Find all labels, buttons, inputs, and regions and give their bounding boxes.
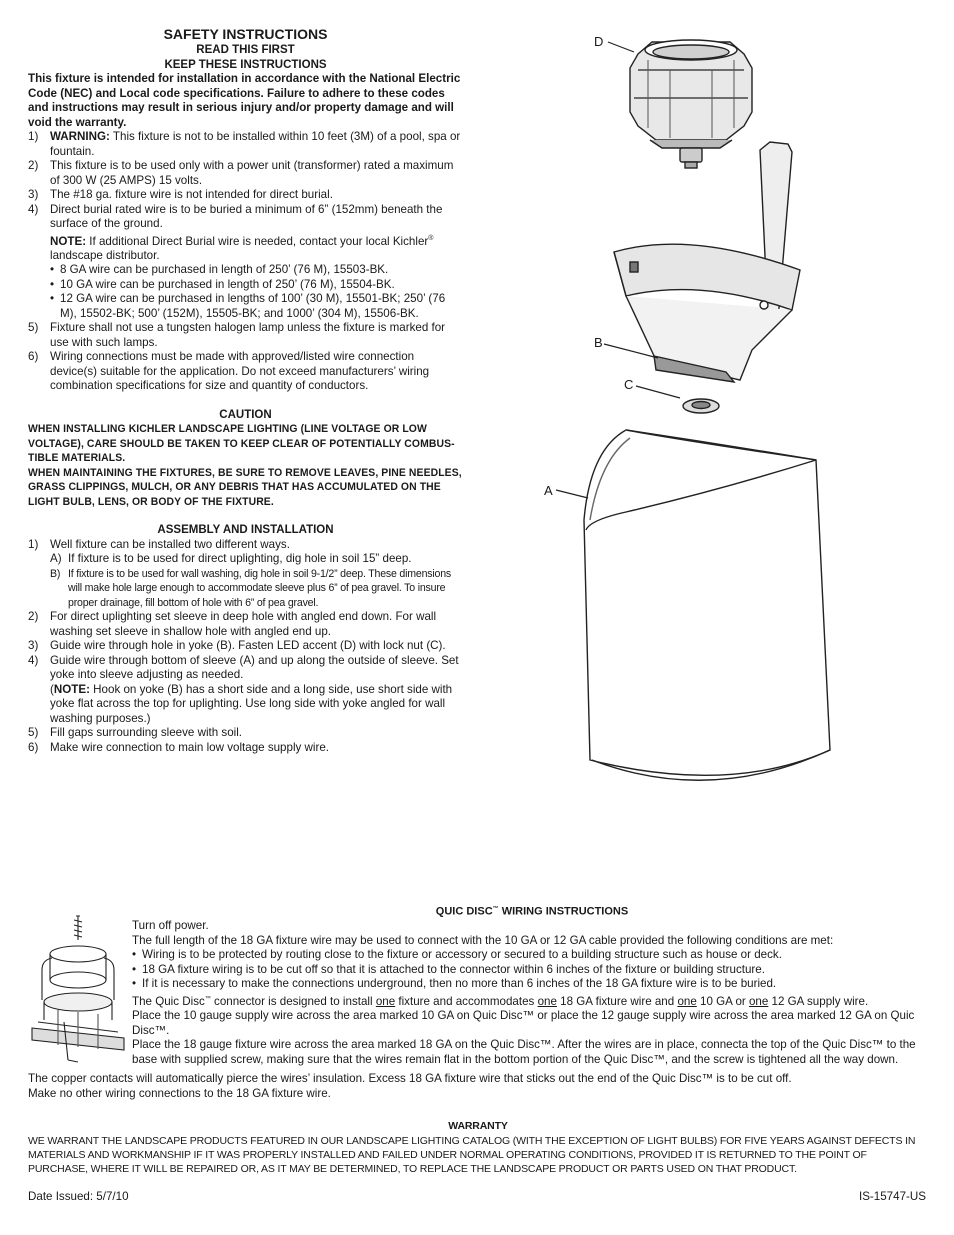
text: connector is designed to install	[210, 994, 376, 1008]
item-text: This fixture is to be used only with a power unit (transformer) rated a maximum of 300 W (25 AMPS) 15 volts.	[50, 159, 454, 187]
exploded-diagram	[530, 20, 930, 800]
assembly-step-4	[28, 654, 463, 683]
step-text: Make wire connection to main low voltage supply wire.	[50, 740, 330, 754]
fixture-illustration	[530, 20, 930, 800]
label-a: A	[544, 483, 553, 498]
step-text: Guide wire through hole in yoke (B). Fasten LED accent (D) with lock nut (C).	[50, 639, 446, 653]
registered-mark: ®	[428, 234, 434, 242]
assembly-step-2	[28, 610, 463, 639]
underlined-one: one	[375, 994, 396, 1008]
bullet: •	[50, 277, 55, 291]
quic-paragraph-2: Place the 10 gauge supply wire across the area marked 10 GA on Quic Disc™ or place the 12 gauge supply wire across the area marked 12 GA on Quic Disc™.	[132, 1009, 915, 1037]
wire-bullet-1	[28, 263, 463, 278]
sub-letter: B)	[50, 567, 61, 580]
safety-item-3	[28, 188, 463, 203]
safety-item-2	[28, 159, 463, 188]
assembly-title: ASSEMBLY AND INSTALLATION	[157, 524, 334, 537]
bullet-text: 18 GA fixture wiring is to be cut off so that it is attached to the connector within 6 inches of the fixture or building structure.	[142, 962, 765, 976]
quic-paragraph-5: Make no other wiring connections to the 18 GA fixture wire.	[28, 1086, 331, 1100]
safety-item-6	[28, 350, 463, 394]
read-first-heading: READ THIS FIRST	[196, 44, 295, 56]
assembly-step-1	[28, 538, 463, 553]
bullet-text: 10 GA wire can be purchased in length of 250’ (76 M), 15504-BK.	[60, 277, 395, 291]
safety-intro: This fixture is intended for installation in accordance with the National Electric Code (NEC) and Local code specifications. Failure to adhere to these codes and instructions may result in serious injury and/or property damage and will void the warranty.	[28, 72, 461, 129]
yoke-part	[614, 142, 800, 382]
warranty-text: WE WARRANT THE LANDSCAPE PRODUCTS FEATURED IN OUR LANDSCAPE LIGHTING CATALOG (WITH THE EXCEPTION OF LIGHT BULBS) FOR FIVE YEARS AGAINST DEFECTS IN MATERIALS AND WORKMANSHIP IF IT WAS PROPERLY INSTALLED AND FAILED UNDER NORMAL OPERATING CONDITIONS, PROVIDED IT IS RETURNED TO THE POINT OF PURCHASE, WHERE IT WILL BE REPAIRED OR, AS IT MAY BE DETERMINED, TO REPLACE THE LANDSCAPE PRODUCT OR PARTS USED ON THAT PRODUCT.	[28, 1134, 916, 1175]
caution-paragraph-1: WHEN INSTALLING KICHLER LANDSCAPE LIGHTING (LINE VOLTAGE OR LOW VOLTAGE), CARE SHOULD BE TAKEN TO KEEP CLEAR OF POTENTIALLY COMBUS-TIBLE MATERIALS.	[28, 423, 455, 465]
quic-paragraph-1	[132, 992, 932, 1009]
burial-note	[28, 232, 463, 264]
item-number: 6)	[28, 350, 39, 364]
quic-disc-text	[132, 902, 932, 1067]
text: The Quic Disc	[132, 994, 205, 1008]
quic-disc-illustration	[28, 910, 128, 1070]
text: fixture and accommodates	[395, 994, 538, 1008]
step-text: For direct uplighting set sleeve in deep hole with angled end down. For wall washing set sleeve in shallow hole with angled end up.	[50, 610, 437, 638]
text: 18 GA fixture wire and	[556, 994, 678, 1008]
step-number: 2)	[28, 610, 39, 624]
label-c: C	[624, 377, 634, 392]
text: 12 GA supply wire.	[768, 994, 869, 1008]
safety-title: SAFETY INSTRUCTIONS	[163, 26, 328, 42]
document-code: IS-15747-US	[858, 1190, 926, 1203]
assembly-step-1a	[28, 552, 463, 567]
item-text: Direct burial rated wire is to be buried a minimum of 6” (152mm) beneath the surface of the ground.	[50, 202, 443, 230]
caution-title: CAUTION	[219, 408, 272, 421]
warning-label: WARNING:	[50, 130, 110, 143]
underlined-one: one	[537, 994, 557, 1008]
bullet: •	[50, 263, 55, 277]
underlined-one: one	[677, 994, 697, 1008]
warranty-section	[28, 1119, 928, 1176]
quic-bullet-1	[132, 948, 932, 963]
bullet-text: 12 GA wire can be purchased in lengths of 100’ (30 M), 15501-BK; 250’ (76 M), 15502-BK; 500’ (152M), 15505-BK; and 1000’ (304 M), 15506-BK.	[60, 292, 446, 320]
item-number: 2)	[28, 159, 39, 172]
item-number: 1)	[28, 130, 39, 143]
bullet: •	[132, 977, 137, 991]
text: 10 GA or	[696, 994, 749, 1008]
date-issued: Date Issued: 5/7/10	[28, 1190, 129, 1203]
item-text: The #18 ga. fixture wire is not intended for direct burial.	[50, 188, 333, 201]
note-label: NOTE:	[53, 682, 90, 696]
wire-bullet-3	[28, 292, 463, 321]
step-text: Well fixture can be installed two different ways.	[50, 537, 290, 551]
quic-line-2: The full length of the 18 GA fixture wire may be used to connect with the 10 GA or 12 GA cable provided the following conditions are met:	[132, 933, 834, 947]
sub-text: If fixture is to be used for wall washing, dig hole in soil 9-1/2” deep. These dimensions will make hole large enough to accommodate sleeve plus 6” of pea gravel. To insure proper drainage, fill bottom of hole with 6” of pea gravel.	[68, 567, 452, 609]
quic-line-1: Turn off power.	[132, 919, 209, 933]
wire-bullet-2	[28, 278, 463, 293]
safety-item-4	[28, 203, 463, 232]
label-d: D	[594, 34, 604, 49]
quic-paragraph-3: Place the 18 gauge fixture wire across the area marked 18 GA on the Quic Disc™. After the wires are in place, connecta the top of the Quic Disc™ to the base with supplied screw, making sure that the wires remain flat in the bottom portion of the Quic Disc™, and the screw is tightened all the way down.	[132, 1038, 916, 1066]
safety-item-1	[28, 130, 463, 159]
item-number: 4)	[28, 202, 39, 216]
underlined-one: one	[748, 994, 769, 1008]
step-text: Guide wire through bottom of sleeve (A) and up along the outside of sleeve. Set yoke into sleeve adjusting as needed.	[50, 653, 459, 682]
item-text: Wiring connections must be made with approved/listed wire connection device(s) suitable for the application. Do not exceed manufacturers’ wiring combination specifications for size and quantity of conductors.	[50, 350, 430, 393]
trademark: ™	[492, 906, 499, 912]
bullet: •	[132, 948, 137, 962]
step-number: 4)	[28, 653, 39, 667]
note-label: NOTE:	[50, 234, 87, 248]
assembly-step-4-note	[28, 683, 463, 727]
assembly-step-3	[28, 639, 463, 654]
safety-item-5	[28, 321, 463, 350]
label-b: B	[594, 335, 603, 350]
sleeve-part	[584, 430, 830, 780]
trademark: ™	[204, 995, 211, 1002]
quic-bullet-3	[132, 977, 932, 992]
item-text: This fixture is not to be installed within 10 feet (3M) of a pool, spa or fountain.	[50, 130, 461, 158]
lock-nut-part	[683, 399, 719, 413]
assembly-step-5	[28, 726, 463, 741]
quic-paragraph-4: The copper contacts will automatically pierce the wires’ insulation. Excess 18 GA fixture wire that sticks out the end of the Quic Disc™ is to be cut off.	[28, 1072, 792, 1085]
quic-title-text-2: WIRING INSTRUCTIONS	[498, 905, 629, 918]
warranty-title: WARRANTY	[448, 1120, 508, 1132]
item-number: 5)	[28, 321, 39, 335]
step-number: 3)	[28, 639, 39, 653]
sub-text: If fixture is to be used for direct uplighting, dig hole in soil 15” deep.	[68, 552, 412, 566]
step-number: 5)	[28, 726, 39, 740]
sub-letter: A)	[50, 552, 62, 566]
step-text: Fill gaps surrounding sleeve with soil.	[50, 726, 243, 740]
quic-disc-title	[132, 902, 932, 919]
bullet-text: If it is necessary to make the connections underground, then no more than 6 inches of the 18 GA fixture wire is to be buried.	[142, 977, 777, 991]
note-text: Hook on yoke (B) has a short side and a long side, use short side with yoke flat across the top for uplighting. Use long side with yoke angled for wall washing purposes.)	[50, 682, 453, 725]
quic-title-text: QUIC DISC	[435, 905, 493, 918]
item-text: Fixture shall not use a tungsten halogen lamp unless the fixture is marked for use with such lamps.	[50, 321, 446, 349]
assembly-step-1b	[28, 567, 463, 611]
bullet: •	[50, 292, 55, 306]
led-accent-part	[630, 40, 752, 168]
note-text-cont: landscape distributor.	[50, 248, 160, 262]
note-text: If additional Direct Burial wire is needed, contact your local Kichler	[86, 234, 429, 248]
quic-footer-text	[28, 1072, 928, 1101]
bullet-text: 8 GA wire can be purchased in length of 250’ (76 M), 15503-BK.	[60, 263, 389, 277]
paren: (	[50, 682, 54, 696]
quic-bullet-2	[132, 963, 932, 978]
bullet-text: Wiring is to be protected by routing close to the fixture or accessory or secured to a building structure such as house or deck.	[142, 948, 782, 962]
bullet: •	[132, 962, 137, 976]
keep-instructions-heading: KEEP THESE INSTRUCTIONS	[164, 58, 327, 71]
item-number: 3)	[28, 188, 39, 201]
caution-paragraph-2: WHEN MAINTAINING THE FIXTURES, BE SURE TO REMOVE LEAVES, PINE NEEDLES, GRASS CLIPPINGS, MULCH, OR ANY DEBRIS THAT HAS ACCUMULATED ON THE LIGHT BULB, LENS, OR BODY OF THE FIXTURE.	[28, 466, 462, 508]
step-number: 6)	[28, 740, 39, 754]
step-number: 1)	[28, 537, 39, 551]
safety-section	[28, 26, 463, 755]
assembly-step-6	[28, 741, 463, 756]
